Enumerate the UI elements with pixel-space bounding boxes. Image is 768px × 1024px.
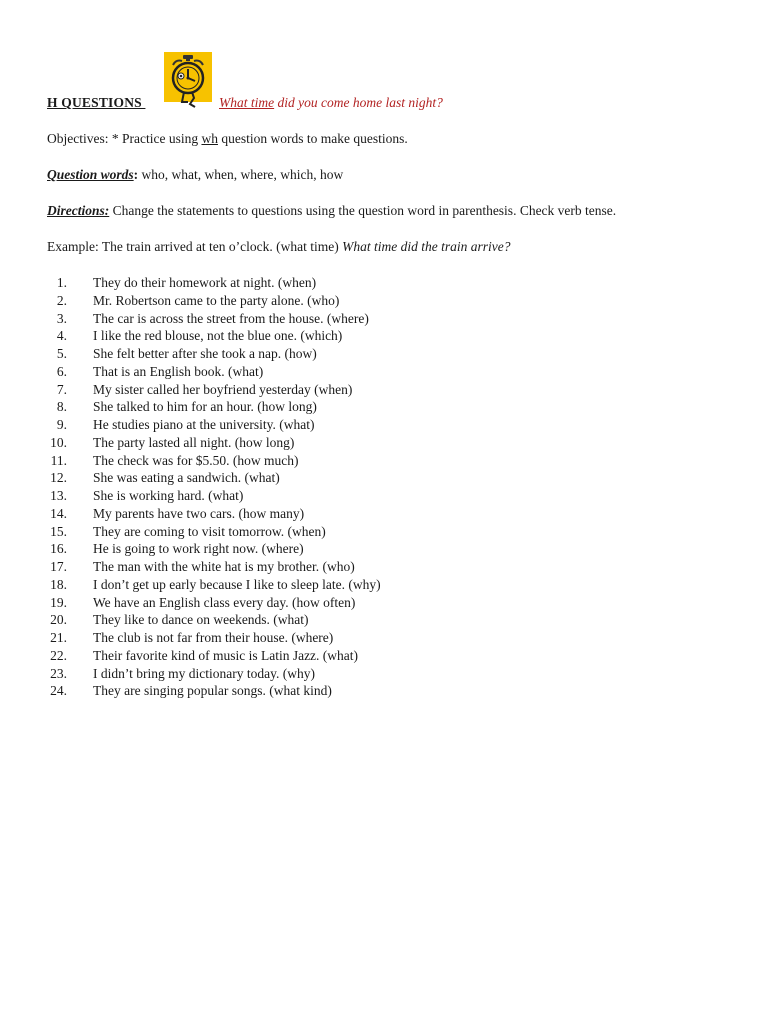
- list-item: [47, 310, 667, 328]
- list-item-text: The party lasted all night. (how long): [93, 434, 295, 450]
- list-item-text: The check was for $5.50. (how much): [93, 452, 299, 468]
- question-words-list: who, what, when, where, which, how: [138, 167, 344, 182]
- list-item: [47, 469, 667, 487]
- list-item-text: They are singing popular songs. (what kind): [93, 683, 332, 699]
- list-item-text: I don’t get up early because I like to sleep late. (why): [93, 576, 381, 592]
- list-item-text: She felt better after she took a nap. (how): [93, 346, 317, 361]
- list-item-text: My parents have two cars. (how many): [93, 505, 305, 521]
- objectives-wh: wh: [201, 131, 218, 146]
- list-item-number: 3.: [56, 310, 67, 326]
- example-answer: What time did the train arrive?: [342, 239, 511, 254]
- list-item: [47, 434, 667, 452]
- title-question-rest: did you come home last night?: [274, 95, 443, 110]
- title-question: [219, 94, 443, 112]
- list-item-number: 6.: [56, 363, 67, 379]
- list-item-text: They do their homework at night. (when): [93, 275, 317, 290]
- list-item-number: 16.: [50, 541, 67, 557]
- list-item-text: Mr. Robertson came to the party alone. (who): [93, 292, 340, 308]
- title-question-underlined: What time: [219, 95, 275, 110]
- list-item-text: They like to dance on weekends. (what): [93, 612, 309, 628]
- list-item-text: He studies piano at the university. (what): [93, 417, 315, 432]
- list-item-number: 2.: [56, 292, 67, 308]
- list-item-text: Their favorite kind of music is Latin Jazz. (what): [93, 647, 359, 663]
- list-item: [47, 540, 667, 558]
- objectives-line: [47, 130, 408, 148]
- list-item: [47, 327, 667, 345]
- list-item-text: That is an English book. (what): [93, 363, 264, 379]
- list-item-number: 24.: [50, 683, 67, 699]
- directions-text: Change the statements to questions using the question word in parenthesis. Check verb tense.: [109, 203, 617, 218]
- list-item-text: She was eating a sandwich. (what): [93, 470, 280, 486]
- list-item-number: 14.: [50, 505, 67, 521]
- example-line: [47, 238, 511, 256]
- list-item-number: 13.: [50, 488, 67, 503]
- list-item: [47, 381, 667, 399]
- list-item-text: My sister called her boyfriend yesterday (when): [93, 381, 353, 397]
- list-item-text: We have an English class every day. (how often): [93, 594, 356, 610]
- list-item-number: 23.: [50, 665, 67, 681]
- list-item: [47, 558, 667, 576]
- list-item: [47, 292, 667, 310]
- list-item: [47, 452, 667, 470]
- list-item-number: 17.: [50, 559, 67, 574]
- list-item: [47, 682, 667, 700]
- list-item-text: The car is across the street from the house. (where): [93, 310, 369, 326]
- list-item-number: 18.: [50, 576, 67, 592]
- list-item-number: 19.: [50, 594, 67, 610]
- list-item: [47, 611, 667, 629]
- list-item: [47, 363, 667, 381]
- list-item: [47, 594, 667, 612]
- list-item-number: 21.: [50, 630, 67, 645]
- list-item-text: She talked to him for an hour. (how long): [93, 399, 317, 415]
- objectives-prefix: Objectives: * Practice using: [47, 131, 202, 146]
- list-item-number: 10.: [50, 434, 67, 450]
- list-item-text: I like the red blouse, not the blue one. (which): [93, 328, 343, 344]
- list-item: [47, 576, 667, 594]
- directions-label: Directions:: [47, 203, 110, 218]
- list-item-text: The club is not far from their house. (where): [93, 630, 334, 645]
- list-item: [47, 523, 667, 541]
- list-item-number: 1.: [56, 275, 67, 290]
- list-item-number: 20.: [50, 612, 67, 628]
- list-item-number: 8.: [56, 399, 67, 415]
- list-item-number: 9.: [56, 417, 67, 432]
- list-item-number: 4.: [56, 328, 67, 344]
- example-prefix: Example: The train arrived at ten o’clock. (what time): [47, 239, 343, 254]
- question-words-line: [47, 166, 343, 184]
- question-words-label: Question words: [47, 167, 134, 182]
- exercise-list: [47, 274, 667, 700]
- question-words-colon: :: [133, 167, 139, 182]
- clock-character-icon: [164, 52, 212, 114]
- list-item: [47, 665, 667, 683]
- list-item-text: The man with the white hat is my brother. (who): [93, 559, 355, 574]
- list-item-text: He is going to work right now. (where): [93, 541, 304, 557]
- list-item: [47, 487, 667, 505]
- list-item: [47, 345, 667, 363]
- objectives-suffix: question words to make questions.: [217, 131, 408, 146]
- list-item: [47, 416, 667, 434]
- list-item: [47, 398, 667, 416]
- clock-drawing: [164, 52, 212, 114]
- list-item-number: 5.: [56, 346, 67, 361]
- list-item: [47, 505, 667, 523]
- list-item-number: 22.: [50, 647, 67, 663]
- list-item: [47, 647, 667, 665]
- header-row: [47, 92, 747, 114]
- list-item: [47, 274, 667, 292]
- list-item: [47, 629, 667, 647]
- list-item-number: 12.: [50, 470, 67, 486]
- list-item-number: 15.: [50, 523, 67, 539]
- list-item-number: 11.: [50, 452, 67, 468]
- list-item-number: 7.: [56, 381, 67, 397]
- page-title: H QUESTIONS: [47, 95, 146, 110]
- directions-line: [47, 202, 616, 220]
- list-item-text: She is working hard. (what): [93, 488, 244, 503]
- list-item-text: I didn’t bring my dictionary today. (why): [93, 665, 315, 681]
- list-item-text: They are coming to visit tomorrow. (when): [93, 523, 326, 539]
